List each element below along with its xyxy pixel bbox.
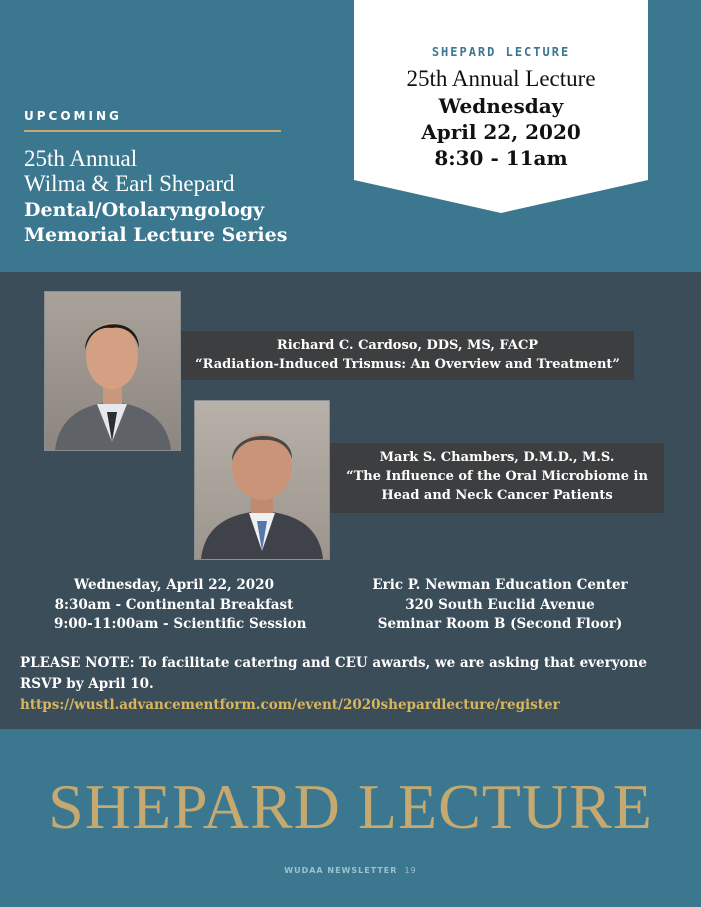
title-line-1: 25th Annual xyxy=(24,146,138,171)
schedule-item: 8:30am - Continental Breakfast xyxy=(54,596,294,613)
title-line-4: Memorial Lecture Series xyxy=(24,224,288,246)
location-block xyxy=(368,576,632,635)
rsvp-note xyxy=(20,653,685,716)
page-number: 19 xyxy=(404,866,417,875)
rsvp-note-text: PLEASE NOTE: To facilitate catering and CEU awards, we are asking that everyone RSVP by April 10. xyxy=(20,655,647,692)
venue-name: Eric P. Newman Education Center xyxy=(372,577,628,593)
banner-date: April 22, 2020 xyxy=(421,120,581,144)
talk-title-line-2: Head and Neck Cancer Patients xyxy=(381,488,613,503)
upcoming-label: UPCOMING xyxy=(24,109,122,123)
shepard-lecture-heading: SHEPARD LECTURE xyxy=(48,771,653,842)
speaker-name: Richard C. Cardoso, DDS, MS, FACP xyxy=(276,338,539,353)
banner-label: SHEPARD LECTURE xyxy=(431,45,571,59)
title-line-2: Wilma & Earl Shepard xyxy=(24,171,235,196)
schedule-item: 9:00-11:00am - Scientific Session xyxy=(54,616,307,632)
speaker-photo-cardoso xyxy=(44,291,181,451)
speaker-caption-chambers xyxy=(330,443,664,513)
gold-divider xyxy=(24,130,281,132)
banner-day: Wednesday xyxy=(438,94,564,118)
speaker-name: Mark S. Chambers, D.M.D., M.S. xyxy=(379,450,615,465)
talk-title-line-1: “The Influence of the Oral Microbiome in xyxy=(346,469,648,484)
newsletter-name: WUDAA NEWSLETTER xyxy=(284,866,398,875)
rsvp-link[interactable]: https://wustl.advancementform.com/event/2020shepardlecture/register xyxy=(20,697,560,713)
date-banner xyxy=(354,0,648,213)
banner-time: 8:30 - 11am xyxy=(434,146,568,170)
banner-lecture: 25th Annual Lecture xyxy=(406,66,596,91)
schedule-date: Wednesday, April 22, 2020 xyxy=(74,577,274,593)
portrait-image xyxy=(195,401,329,559)
title-line-3: Dental/Otolaryngology xyxy=(24,199,265,221)
talk-title: “Radiation-Induced Trismus: An Overview and Treatment” xyxy=(195,357,620,372)
speaker-caption-cardoso xyxy=(181,331,634,380)
page-footer xyxy=(0,866,701,875)
venue-address: 320 South Euclid Avenue xyxy=(405,596,595,613)
portrait-image xyxy=(45,292,180,450)
venue-room: Seminar Room B (Second Floor) xyxy=(377,616,623,632)
schedule-block xyxy=(54,576,307,635)
speaker-photo-chambers xyxy=(194,400,330,560)
